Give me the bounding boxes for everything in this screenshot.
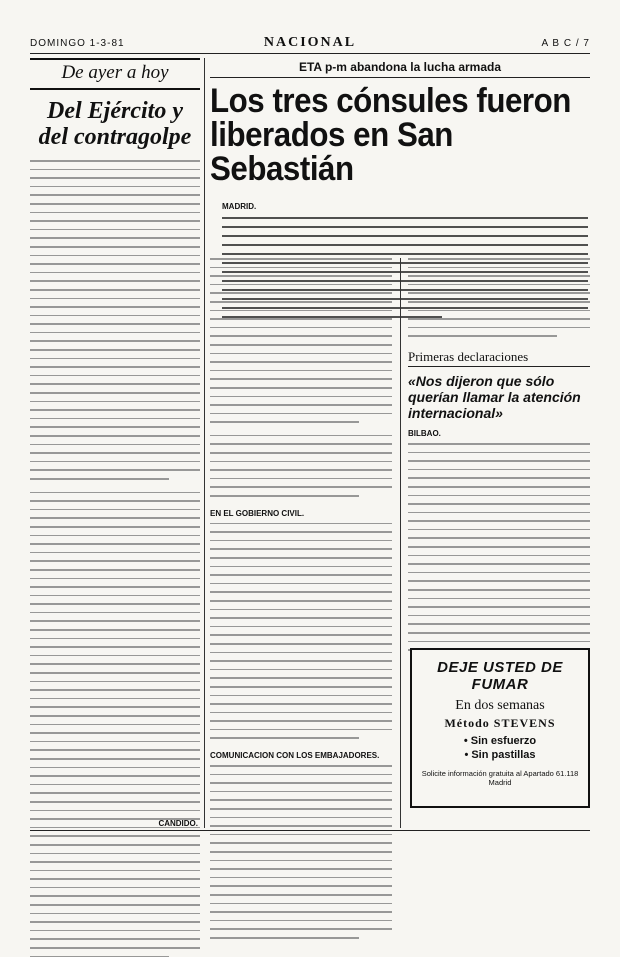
subhead-bilbao: BILBAO.	[408, 428, 441, 438]
story-column-1	[210, 258, 392, 946]
main-story	[210, 58, 590, 828]
ad-footer: Solicite información gratuita al Apartado 61.118 Madrid	[421, 769, 579, 787]
section-subhead: Primeras declaraciones	[408, 349, 590, 367]
footer-rule	[30, 830, 590, 831]
issue-date: DOMINGO 1-3-81	[30, 38, 125, 49]
story-column-divider	[400, 258, 401, 828]
subhead-gobierno-civil: EN EL GOBIERNO CIVIL.	[210, 508, 305, 518]
lede-dateline: MADRID.	[222, 202, 257, 211]
story-headline: Los tres cónsules fueron liberados en San Sebastián	[210, 82, 571, 188]
editorial-column	[30, 58, 200, 828]
ad-method: Método STEVENS	[444, 716, 556, 730]
ad-bullet: • Sin esfuerzo	[463, 735, 537, 747]
story-body	[210, 258, 590, 828]
story-overline: ETA p-m abandona la lucha armada	[298, 60, 502, 74]
header-rule	[30, 53, 590, 54]
advertisement-box	[410, 648, 590, 808]
editorial-signature: CANDIDO.	[158, 819, 198, 828]
editorial-title: Del Ejército y del contragolpe	[38, 98, 192, 150]
ad-subtitle: En dos semanas	[455, 698, 545, 713]
story-column-2	[408, 258, 590, 658]
subhead-embajadores: COMUNICACION CON LOS EMBAJADORES.	[210, 751, 380, 761]
page-header	[30, 35, 590, 52]
ad-title: DEJE USTED DE FUMAR	[437, 659, 563, 693]
column-divider	[204, 58, 205, 828]
editorial-body	[30, 160, 200, 957]
pull-quote: «Nos dijeron que sólo querían llamar la atención internacional»	[408, 372, 581, 421]
editorial-kicker: De ayer a hoy	[30, 58, 200, 90]
section-title: NACIONAL	[263, 35, 357, 50]
page-number: A B C / 7	[541, 38, 590, 49]
overline-rule	[210, 77, 590, 78]
ad-bullet: • Sin pastillas	[464, 749, 536, 761]
